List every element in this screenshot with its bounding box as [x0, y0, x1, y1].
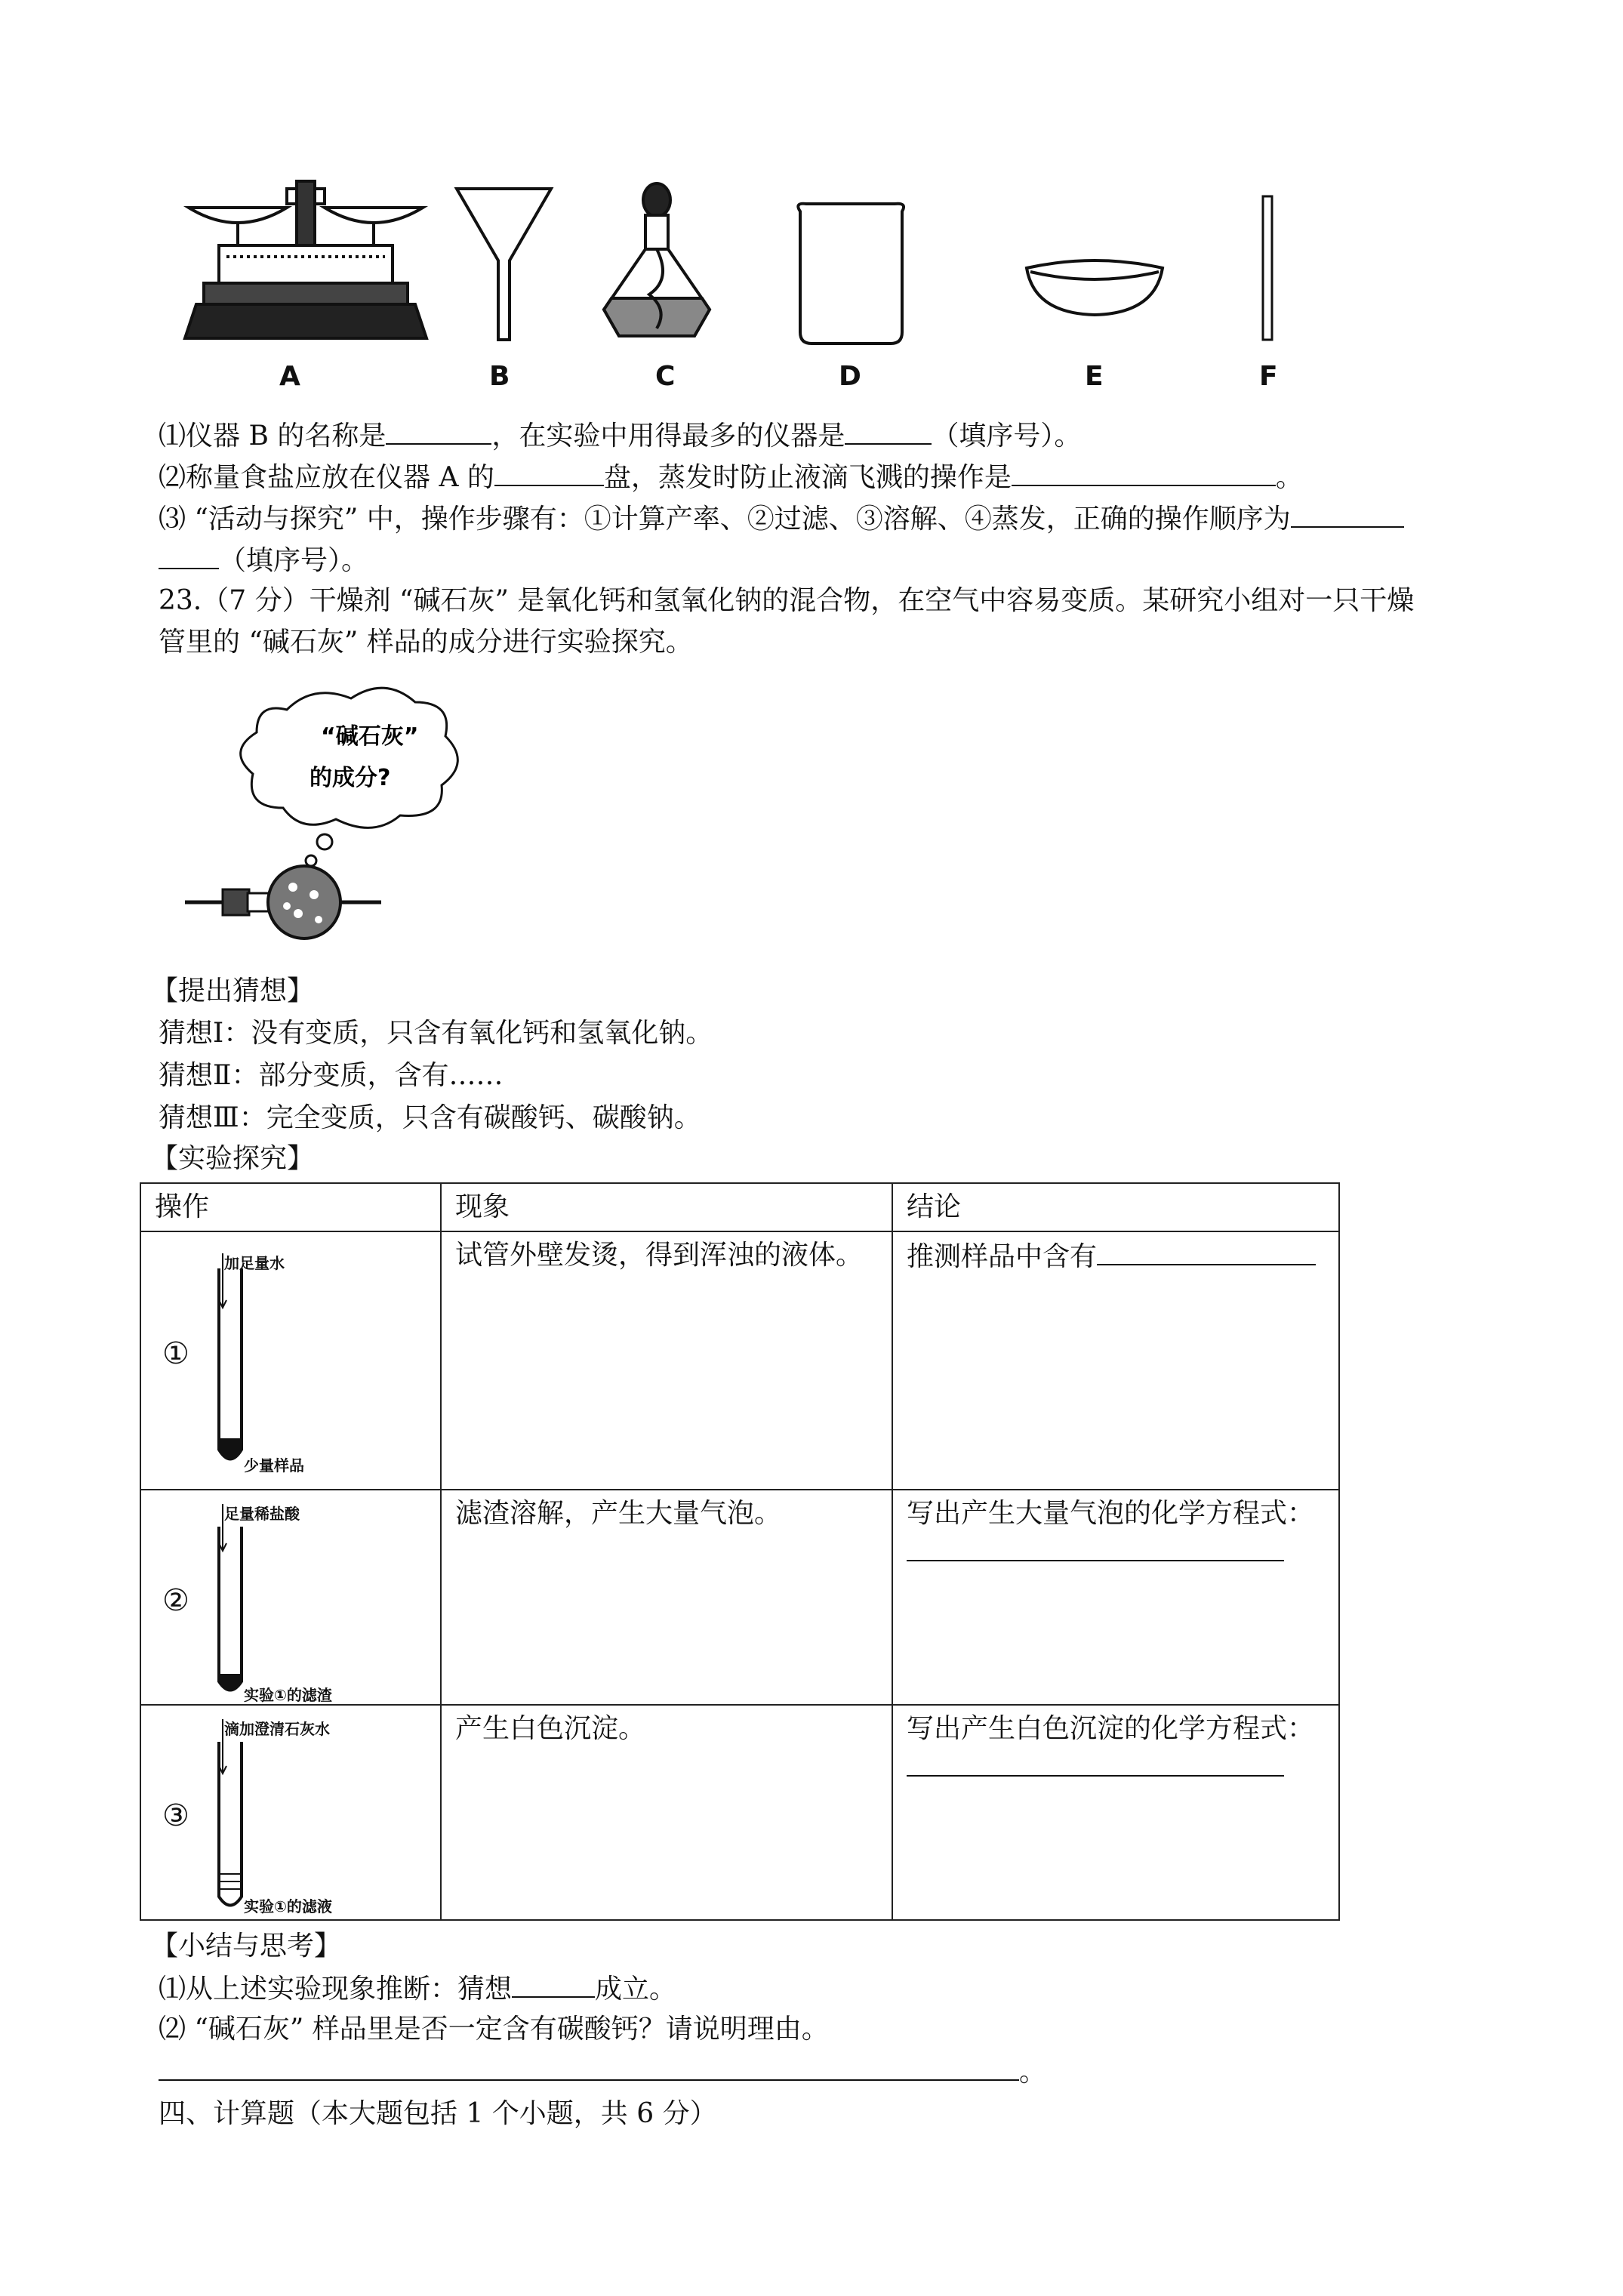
q22-part3: ⑶ “活动与探究” 中，操作步骤有：①计算产率、②过滤、③溶解、④蒸发，正确的操作顺序为 — [159, 501, 1404, 537]
apparatus-figure — [174, 166, 1321, 400]
q22-part2: ⑵称量食盐应放在仪器 A 的 盘，蒸发时防止液滴飞溅的操作是 。 — [159, 459, 1303, 495]
answer-blank[interactable] — [159, 2054, 1019, 2081]
conclusion-cell: 推测样品中含有 — [892, 1231, 1339, 1490]
step-number: ② — [162, 1583, 189, 1618]
funnel-icon — [457, 189, 551, 340]
operation-cell — [140, 1705, 441, 1920]
answer-blank[interactable] — [386, 418, 491, 445]
answer-blank[interactable] — [1291, 501, 1404, 528]
answer-blank[interactable] — [1097, 1238, 1316, 1265]
phenomenon-cell: 试管外壁发烫，得到浑浊的液体。 — [441, 1231, 892, 1490]
label-b: B — [489, 361, 510, 392]
drying-tube-illustration — [181, 680, 506, 959]
reagent-label: 足量稀盐酸 — [224, 1505, 300, 1523]
test-tube-icon — [208, 1504, 268, 1700]
evaporating-dish-icon — [1027, 260, 1163, 315]
table-header-phenomenon: 现象 — [441, 1183, 892, 1231]
phenomenon-cell: 产生白色沉淀。 — [441, 1705, 892, 1920]
q23-intro-line1: 23.（7 分）干燥剂 “碱石灰” 是氧化钙和氢氧化钠的混合物，在空气中容易变质。某研究小组对一只干燥 — [159, 585, 1415, 616]
conclusion-cell: 写出产生白色沉淀的化学方程式： — [892, 1705, 1339, 1920]
answer-blank[interactable] — [907, 1749, 1284, 1777]
hypothesis-1: 猜想Ⅰ：没有变质，只含有氧化钙和氢氧化钠。 — [159, 1018, 713, 1049]
answer-blank[interactable] — [907, 1534, 1284, 1561]
table-header-conclusion: 结论 — [892, 1183, 1339, 1231]
step-number: ③ — [162, 1798, 189, 1833]
table-header-operation: 操作 — [140, 1183, 441, 1231]
q22-part3-cont: （填序号）。 — [159, 542, 368, 578]
sample-label: 实验①的滤液 — [244, 1897, 332, 1915]
operation-cell — [140, 1231, 441, 1490]
summary-part2-answer: 。 — [159, 2054, 1046, 2090]
experiment-table — [140, 1182, 1340, 1921]
answer-blank[interactable] — [494, 459, 604, 486]
hypothesis-3: 猜想Ⅲ：完全变质，只含有碳酸钙、碳酸钠。 — [159, 1102, 701, 1133]
answer-blank[interactable] — [1012, 459, 1276, 486]
hypothesis-2: 猜想Ⅱ：部分变质，含有…… — [159, 1060, 504, 1091]
answer-blank[interactable] — [512, 1971, 595, 1998]
summary-part2: ⑵ “碱石灰” 样品里是否一定含有碳酸钙？请说明理由。 — [159, 2014, 829, 2045]
label-c: C — [655, 361, 676, 392]
alcohol-lamp-icon — [604, 183, 710, 336]
table-row — [140, 1490, 1339, 1705]
label-e: E — [1085, 361, 1104, 392]
table-row — [140, 1705, 1339, 1920]
cloud-line2: 的成分? — [310, 765, 391, 791]
q22-part1: ⑴仪器 B 的名称是 ，在实验中用得最多的仪器是 （填序号）。 — [159, 418, 1081, 454]
answer-blank[interactable] — [159, 542, 219, 569]
operation-cell — [140, 1490, 441, 1705]
experiment-heading: 【实验探究】 — [151, 1143, 315, 1174]
label-a: A — [279, 361, 300, 392]
reagent-label: 加足量水 — [224, 1254, 285, 1272]
step-number: ① — [162, 1336, 189, 1371]
sample-label: 实验①的滤渣 — [244, 1686, 332, 1704]
summary-heading: 【小结与思考】 — [151, 1931, 342, 1962]
label-d: D — [839, 361, 861, 392]
phenomenon-cell: 滤渣溶解，产生大量气泡。 — [441, 1490, 892, 1705]
table-row — [140, 1231, 1339, 1490]
summary-part1: ⑴从上述实验现象推断：猜想 成立。 — [159, 1971, 676, 2007]
sample-label: 少量样品 — [244, 1456, 304, 1475]
hypothesis-heading: 【提出猜想】 — [151, 975, 315, 1006]
glass-rod-icon — [1263, 196, 1272, 340]
q23-intro-line2: 管里的 “碱石灰” 样品的成分进行实验探究。 — [159, 627, 693, 658]
thought-cloud — [241, 688, 458, 827]
test-tube-icon — [208, 1719, 268, 1915]
conclusion-cell: 写出产生大量气泡的化学方程式： — [892, 1490, 1339, 1705]
balance-icon — [185, 181, 427, 338]
reagent-label: 滴加澄清石灰水 — [224, 1720, 330, 1738]
test-tube-icon — [208, 1253, 268, 1465]
beaker-icon — [798, 204, 904, 344]
label-f: F — [1259, 361, 1278, 392]
cloud-line1: “碱石灰” — [321, 723, 419, 750]
answer-blank[interactable] — [845, 418, 932, 445]
section-4-heading: 四、计算题（本大题包括 1 个小题，共 6 分） — [159, 2098, 717, 2129]
